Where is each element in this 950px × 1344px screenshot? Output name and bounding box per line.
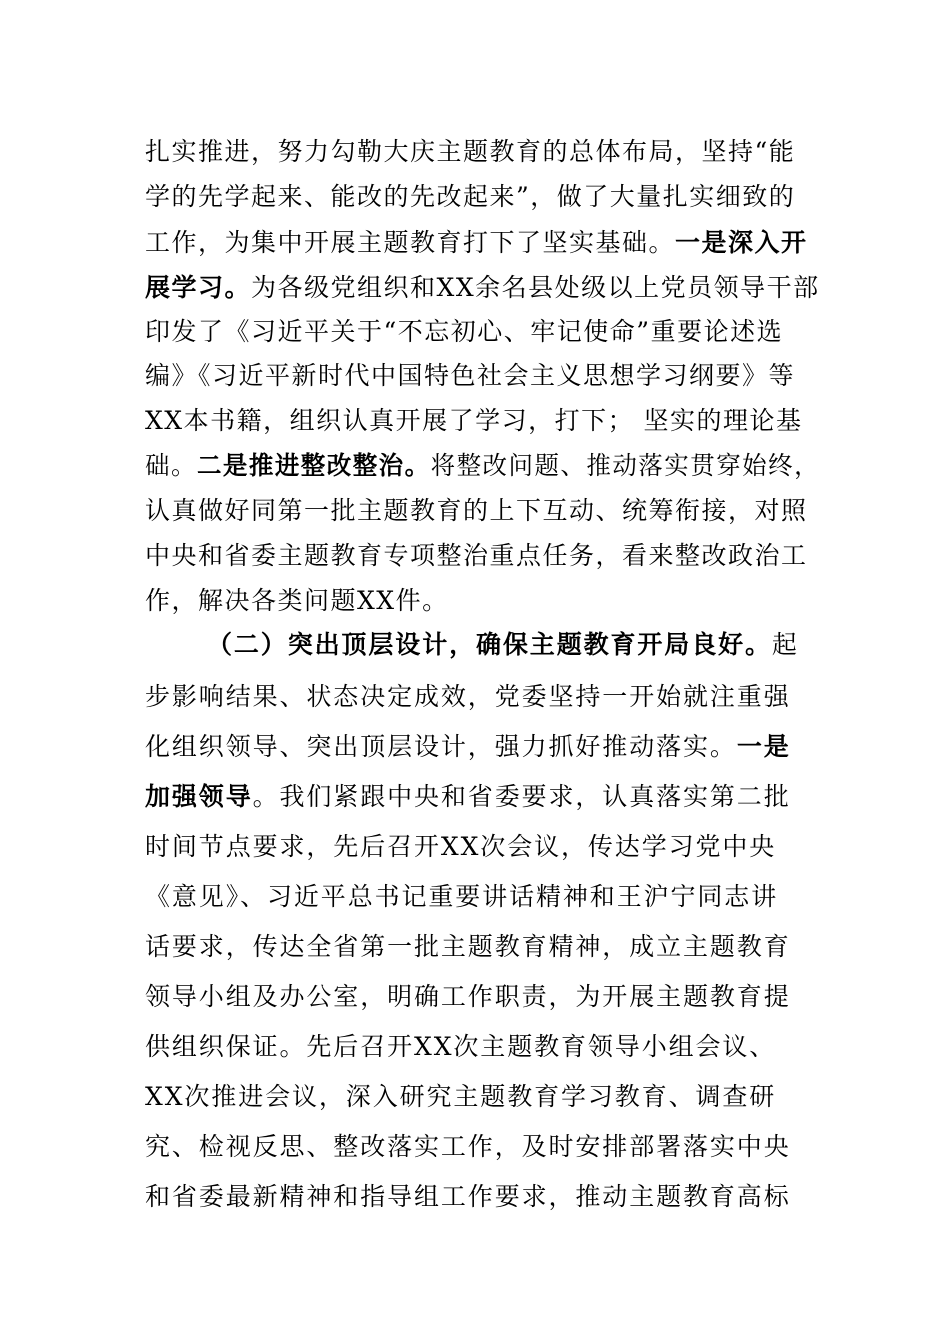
paragraph-line [145,1182,791,1212]
text-run: 究、检视反思、整改落实工作，及时安排部署落实中央 [145,1132,791,1161]
text-run: 起 [771,630,799,659]
text-run: 供组织保证。先后召开XX次主题教育领导小组会议、 [145,1032,777,1061]
text-run: 时间节点要求，先后召开XX次会议，传达学习党中央 [145,832,777,861]
text-run: 领导小组及办公室，明确工作职责，为开展主题教育提 [145,982,791,1011]
paragraph-line [145,137,795,167]
text-run: 话要求，传达全省第一批主题教育精神，成立主题教育 [145,932,791,961]
paragraph-line [145,182,795,212]
paragraph-line [145,1082,776,1112]
section-heading: （二）突出顶层设计，确保主题教育开局良好。 [207,630,772,659]
text-run: 为各级党组织和XX余名县处级以上党员领导干部 [251,273,820,302]
text-run: 步影响结果、状态决定成效，党委坚持一开始就注重强 [145,682,791,711]
bold-lead: 一是深入开 [675,228,808,257]
text-run: 工作，为集中开展主题教育打下了坚实基础。 [145,228,676,257]
bold-lead: 二是推进整改整治。 [196,451,431,480]
text-run: 《意见》、习近平总书记重要讲话精神和王沪宁同志讲 [145,882,779,911]
paragraph-line [145,586,449,616]
paragraph-line [145,1132,791,1162]
bold-lead: 展学习。 [145,273,252,302]
paragraph-line [145,732,791,762]
text-run: 作，解决各类问题XX件。 [145,586,449,615]
text-run: 扎实推进，努力勾勒大庆主题教育的总体布局，坚持“能 [145,137,796,166]
paragraph-line [145,982,791,1012]
paragraph-line [145,932,791,962]
paragraph-line [145,228,808,258]
text-run: 印发了《习近平关于“不忘初心、牢记使命”重要论述选 [145,317,784,346]
paragraph-line [145,451,820,481]
bold-lead: 加强领导 [145,782,253,811]
text-run: 和省委最新精神和指导组工作要求，推动主题教育高标 [145,1182,791,1211]
text-run: 础。 [145,451,197,480]
paragraph-line [145,361,795,391]
paragraph-line [145,882,778,912]
paragraph-line [145,406,803,436]
paragraph-line [145,832,776,862]
paragraph-line [145,496,808,526]
text-run: XX本书籍，组织认真开展了学习，打下； 坚实的理论基 [145,406,803,435]
paragraph-line [145,541,808,571]
text-run: 编》《习近平新时代中国特色社会主义思想学习纲要》等 [145,361,796,390]
paragraph-line [145,682,791,712]
text-run: XX次推进会议，深入研究主题教育学习教育、调查研 [145,1082,777,1111]
paragraph-line [145,273,820,303]
paragraph-line [145,317,783,347]
text-run: 认真做好同第一批主题教育的上下互动、统筹衔接，对照 [145,496,808,525]
paragraph-line [145,782,791,812]
text-run: 。我们紧跟中央和省委要求，认真落实第二批 [252,782,791,811]
text-run: 学的先学起来、能改的先改起来”，做了大量扎实细致的 [145,182,796,211]
paragraph-line [207,630,799,660]
bold-lead: 一是 [736,732,791,761]
paragraph-line [145,1032,776,1062]
text-run: 将整改问题、推动落实贯穿始终， [430,451,821,480]
text-run: 化组织领导、突出顶层设计，强力抓好推动落实。 [145,732,737,761]
text-run: 中央和省委主题教育专项整治重点任务，看来整改政治工 [145,541,808,570]
